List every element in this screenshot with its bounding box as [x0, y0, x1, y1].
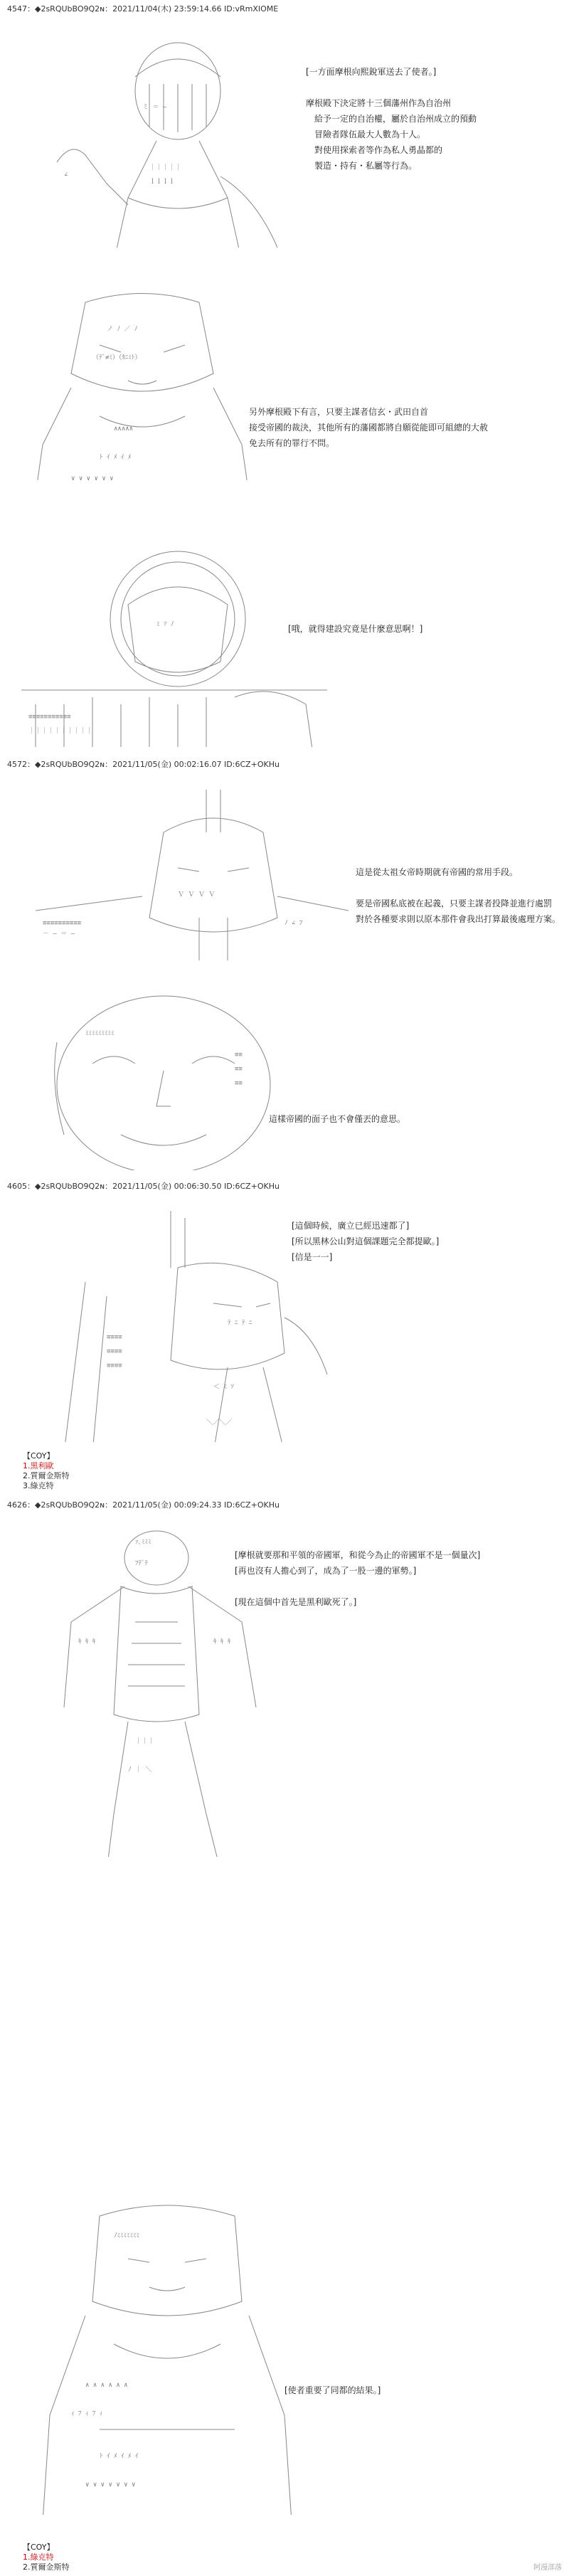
ascii-art-portrait	[28, 274, 256, 480]
dialog-line: 給予一定的自治權，屬於自治州成立的預動	[314, 114, 477, 124]
svg-text:≡≡≡≡≡≡≡≡≡≡≡: ≡≡≡≡≡≡≡≡≡≡≡	[28, 714, 71, 721]
svg-text:＼／＼／: ＼／＼／	[206, 1419, 233, 1426]
svg-text:（ﾃﾞ≠ﾐ）（ｶﾆﾐﾄ）: （ﾃﾞ≠ﾐ）（ｶﾆﾐﾄ）	[92, 354, 142, 361]
svg-text:∧∧∧∧∧: ∧∧∧∧∧	[114, 425, 134, 433]
vote-option[interactable]: 1.黑利歐	[23, 1461, 54, 1470]
dialog-line: [一方面摩根向熙銳軍送去了使者。]	[306, 67, 437, 77]
watermark: 阿漫部落	[533, 2564, 562, 2572]
dialog-line	[356, 880, 560, 896]
post-header: 4547：◆2sRQUbBO9Q2ɴ：2021/11/04(木) 23:59:14.66 ID:vRmXIOME	[7, 4, 279, 14]
svg-text:≡≡: ≡≡	[235, 1051, 243, 1059]
dialog-line: 對於各種要求則以原本那件會我出打算最後處理方案。	[356, 914, 561, 924]
dialog-line: 製造・持有・私屬等行為。	[314, 161, 418, 171]
svg-text:－ ― ＝ ―: － ― ＝ ―	[43, 931, 75, 938]
dialog-line: 冒險者隊伍最大人數為十人。	[314, 129, 426, 139]
dialog-box	[235, 1547, 480, 1610]
ascii-art-face-closeup	[28, 978, 299, 1170]
dialog-line: 接受帝國的裁決，其他所有的藩國都將自願從能即可組總的大赦	[249, 423, 489, 433]
dialog-line: [哦，就得建設究竟是什麼意思啊！]	[288, 624, 423, 634]
dialog-box	[292, 1218, 439, 1265]
svg-text:ﾄ ｲ ﾒ ｲ ﾒ ｲ: ﾄ ｲ ﾒ ｲ ﾒ ｲ	[100, 2453, 139, 2460]
svg-text:｜｜｜: ｜｜｜	[135, 1738, 155, 1745]
ascii-art-seated-figure	[43, 2188, 292, 2515]
svg-text:ﾄ ｲ ﾒ ｲ ﾒ: ﾄ ｲ ﾒ ｲ ﾒ	[100, 454, 132, 461]
dialog-box	[284, 2382, 381, 2398]
ascii-art-scene	[21, 526, 327, 747]
svg-text:ﾉ ｜ ＼: ﾉ ｜ ＼	[128, 1766, 152, 1774]
ascii-art-figure	[43, 20, 320, 248]
vote-title: 【COY】	[23, 2543, 55, 2552]
svg-text:≡≡: ≡≡	[235, 1066, 243, 1073]
svg-text:ﾐ ｿ ﾉ: ﾐ ｿ ﾉ	[156, 621, 174, 628]
dialog-box	[249, 404, 488, 451]
svg-text:｜｜｜｜｜｜｜｜｜｜: ｜｜｜｜｜｜｜｜｜｜	[28, 728, 93, 735]
svg-text:∨ ∨ ∨ ∨ ∨ ∨: ∨ ∨ ∨ ∨ ∨ ∨	[71, 475, 114, 480]
dialog-box	[269, 1111, 405, 1127]
svg-text:≡≡: ≡≡	[235, 1080, 243, 1087]
dialog-line: 要是帝國私底被在起義，只要主謀者投降並進行處罰	[356, 899, 553, 908]
svg-text:ｨ ﾌ ｨ ﾌ ｨ: ｨ ﾌ ｨ ﾌ ｨ	[71, 2410, 103, 2417]
vote-option[interactable]: 2.質爾金斯特	[23, 2562, 70, 2572]
svg-text:ﾉ ∠ ﾌ: ﾉ ∠ ﾌ	[284, 920, 303, 927]
dialog-line: [信是一一]	[292, 1252, 333, 1262]
vote-option[interactable]: 3.綠克特	[23, 1481, 54, 1490]
dialog-line: 另外摩根殿下有言，只要主謀者信玄・武田自首	[249, 407, 429, 417]
dialog-line: [使者重要了同都的結果。]	[284, 2385, 381, 2395]
dialog-line: [這個時候，廣立已經迅速都了]	[292, 1221, 410, 1231]
dialog-line	[235, 1579, 480, 1594]
post-header: 4572：◆2sRQUbBO9Q2ɴ：2021/11/05(金) 00:02:16.07 ID:6CZ+OKHu	[7, 760, 280, 769]
svg-text:ﾉﾐﾐﾐﾐﾐﾐﾐ: ﾉﾐﾐﾐﾐﾐﾐﾐ	[114, 2232, 140, 2240]
dialog-box	[306, 64, 477, 174]
dialog-line	[306, 80, 477, 95]
svg-text:ﾌﾃﾞﾃ: ﾌﾃﾞﾃ	[135, 1560, 149, 1567]
svg-text:ｷ ｷ ｷ: ｷ ｷ ｷ	[78, 1638, 96, 1645]
svg-text:≡≡≡≡: ≡≡≡≡	[107, 1362, 122, 1369]
ascii-art-hooded-figure	[36, 775, 349, 960]
svg-text:∧ ∧ ∧ ∧ ∧ ∧: ∧ ∧ ∧ ∧ ∧ ∧	[85, 2382, 128, 2389]
svg-text:ｧ､ﾐﾐﾐ: ｧ､ﾐﾐﾐ	[135, 1539, 151, 1546]
svg-text:≡≡≡≡: ≡≡≡≡	[107, 1334, 122, 1341]
vote-box	[23, 1451, 70, 1491]
svg-text:＜ ﾐ ｿ: ＜ ﾐ ｿ	[213, 1384, 234, 1391]
vote-option[interactable]: 2.質爾金斯特	[23, 1471, 70, 1480]
dialog-line: 對使用探索者等作為私人勇晶都的	[314, 145, 443, 155]
dialog-line: [現在這個中首先是黑利歐死了。]	[235, 1597, 357, 1607]
post-header: 4626：◆2sRQUbBO9Q2ɴ：2021/11/05(金) 00:09:24.33 ID:6CZ+OKHu	[7, 1500, 280, 1510]
svg-text:｜｜｜｜｜: ｜｜｜｜｜	[149, 164, 182, 171]
post-header: 4605：◆2sRQUbBO9Q2ɴ：2021/11/05(金) 00:06:30.50 ID:6CZ+OKHu	[7, 1182, 280, 1191]
svg-text:∠: ∠	[64, 171, 68, 179]
vote-box	[23, 2543, 70, 2572]
svg-text:ｷ ｷ ｷ: ｷ ｷ ｷ	[213, 1638, 231, 1645]
dialog-line: 摩根殿下決定將十三個藩州作為自治州	[306, 98, 452, 108]
svg-text:ノ ﾉ ／ ﾉ: ノ ﾉ ／ ﾉ	[107, 326, 138, 333]
dialog-line: 免去所有的罪行不問。	[249, 438, 335, 448]
svg-text:ﾐﾐﾐﾐﾐﾐﾐﾐﾐ: ﾐﾐﾐﾐﾐﾐﾐﾐﾐ	[85, 1030, 115, 1037]
vote-option[interactable]: 1.綠克特	[23, 2553, 54, 2562]
dialog-box	[356, 864, 560, 927]
vote-title: 【COY】	[23, 1451, 55, 1461]
svg-text:ミ ＝ ―: ミ ＝ ―	[142, 104, 167, 111]
svg-text:≡≡≡≡: ≡≡≡≡	[107, 1348, 122, 1355]
svg-text:Ｖ Ｖ Ｖ Ｖ: Ｖ Ｖ Ｖ Ｖ	[178, 891, 216, 899]
svg-text:ｌｌｌｌ: ｌｌｌｌ	[149, 179, 176, 186]
svg-text:≡≡≡≡≡≡≡≡≡≡: ≡≡≡≡≡≡≡≡≡≡	[43, 920, 82, 927]
svg-text:ﾃ ﾆ ﾃ ﾆ: ﾃ ﾆ ﾃ ﾆ	[228, 1320, 252, 1327]
dialog-line: [所以黑林公山對這個課題完全都提歐。]	[292, 1236, 440, 1246]
dialog-box	[288, 621, 422, 637]
dialog-line: [再也沒有人擔心到了，成為了一股一邊的軍勢。]	[235, 1566, 417, 1576]
dialog-line: 這是從太祖女帝時期就有帝國的常用手段。	[356, 867, 519, 877]
dialog-line: 這樣帝國的面子也不會僅丟的意思。	[269, 1114, 406, 1124]
svg-text:∨ ∨ ∨ ∨ ∨ ∨ ∨: ∨ ∨ ∨ ∨ ∨ ∨ ∨	[85, 2481, 136, 2488]
dialog-line: [摩根就要那和平領的帝國軍，和從今為止的帝國軍不是一個量次]	[235, 1550, 481, 1560]
